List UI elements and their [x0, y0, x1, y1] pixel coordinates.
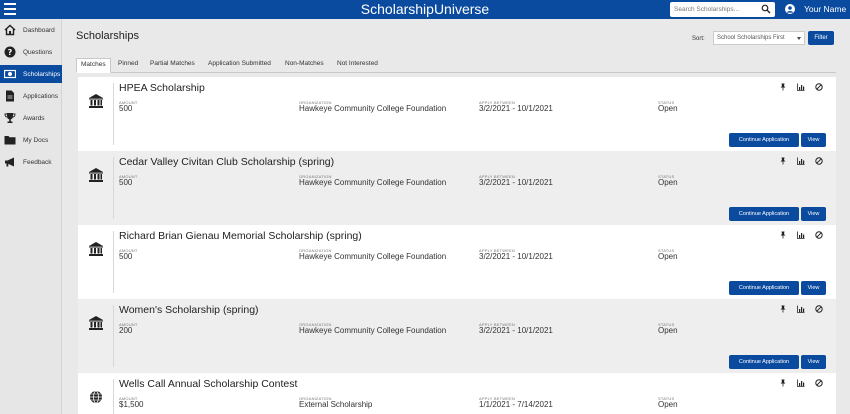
filter-button[interactable]: Filter [808, 31, 834, 45]
status-value: Open [658, 400, 678, 409]
folder-icon [4, 134, 16, 146]
pin-icon[interactable] [779, 305, 787, 313]
bank-icon [88, 93, 104, 109]
scholarship-title[interactable]: HPEA Scholarship [119, 82, 205, 94]
organization-label: ORGANIZATION [299, 322, 332, 327]
search-input[interactable] [674, 4, 756, 15]
bank-icon [88, 315, 104, 331]
home-icon [4, 24, 16, 36]
scholarship-card[interactable] [78, 373, 836, 414]
sidebar-item-questions[interactable] [0, 43, 62, 61]
apply-between-label: APPLY BETWEEN [479, 322, 516, 327]
sidebar-item-my-docs[interactable] [0, 131, 62, 149]
sidebar-item-label: Applications [23, 92, 59, 100]
scholarship-card[interactable] [78, 77, 836, 151]
tab-matches[interactable]: Matches [76, 58, 111, 73]
money-icon [4, 68, 16, 80]
apply-between-label: APPLY BETWEEN [479, 100, 516, 105]
tab-partial-matches[interactable]: Partial Matches [150, 60, 195, 67]
organization-value: Hawkeye Community College Foundation [299, 104, 447, 113]
status-value: Open [658, 326, 678, 335]
organization-value: External Scholarship [299, 400, 373, 409]
scholarship-title[interactable]: Cedar Valley Civitan Club Scholarship (spring) [119, 156, 335, 168]
status-value: Open [658, 252, 678, 261]
question-icon [4, 46, 16, 58]
amount-value: 500 [119, 252, 133, 261]
chart-icon[interactable] [797, 231, 805, 239]
top-bar [0, 0, 850, 19]
sidebar-item-dashboard[interactable] [0, 21, 62, 39]
chart-icon[interactable] [797, 305, 805, 313]
search-box [670, 2, 775, 17]
amount-value: 500 [119, 178, 133, 187]
apply-between-label: APPLY BETWEEN [479, 174, 516, 179]
apply-between-label: APPLY BETWEEN [479, 396, 516, 401]
amount-label: AMOUNT [119, 100, 138, 105]
organization-label: ORGANIZATION [299, 174, 332, 179]
sort-select-value: School Scholarships First [717, 35, 785, 41]
pin-icon[interactable] [779, 231, 787, 239]
chart-icon[interactable] [797, 379, 805, 387]
user-icon[interactable] [785, 4, 795, 14]
scholarship-card[interactable] [78, 151, 836, 225]
scholarship-title[interactable]: Wells Call Annual Scholarship Contest [119, 378, 298, 390]
amount-label: AMOUNT [119, 174, 138, 179]
sidebar-item-label: Questions [23, 48, 53, 56]
not-interested-icon[interactable] [815, 83, 823, 91]
sort-label: Sort: [692, 36, 705, 42]
scholarship-title[interactable]: Richard Brian Gienau Memorial Scholarship (spring) [119, 230, 362, 242]
continue-application-button[interactable]: Continue Application [729, 133, 799, 147]
tab-not-interested[interactable]: Not Interested [337, 60, 378, 67]
sidebar-item-scholarships[interactable] [0, 65, 62, 83]
brand-title[interactable]: ScholarshipUniverse [360, 1, 490, 17]
pin-icon[interactable] [779, 379, 787, 387]
amount-value: 200 [119, 326, 133, 335]
sidebar-item-label: Scholarships [23, 70, 61, 78]
organization-label: ORGANIZATION [299, 100, 332, 105]
view-button[interactable]: View [801, 355, 826, 369]
trophy-icon [4, 112, 16, 124]
tab-non-matches[interactable]: Non-Matches [285, 60, 324, 67]
chevron-down-icon [797, 37, 801, 40]
apply-between-value: 3/2/2021 - 10/1/2021 [479, 178, 553, 187]
page-title: Scholarships [76, 30, 139, 42]
sidebar-item-label: My Docs [23, 136, 49, 144]
status-label: STATUS [658, 322, 675, 327]
tab-application-submitted[interactable]: Application Submitted [208, 60, 271, 67]
globe-icon [88, 389, 104, 405]
document-icon [4, 90, 16, 102]
sidebar-item-label: Dashboard [23, 26, 55, 34]
amount-value: $1,500 [119, 400, 144, 409]
main-content [63, 19, 850, 414]
organization-value: Hawkeye Community College Foundation [299, 252, 447, 261]
amount-label: AMOUNT [119, 248, 138, 253]
sidebar [0, 19, 62, 414]
status-label: STATUS [658, 174, 675, 179]
amount-value: 500 [119, 104, 133, 113]
apply-between-label: APPLY BETWEEN [479, 248, 516, 253]
search-icon[interactable] [761, 4, 771, 14]
divider [113, 157, 114, 219]
apply-between-value: 3/2/2021 - 10/1/2021 [479, 104, 553, 113]
user-name[interactable]: Your Name [804, 4, 847, 14]
bank-icon [88, 241, 104, 257]
scholarship-card[interactable] [78, 299, 836, 373]
chart-icon[interactable] [797, 157, 805, 165]
apply-between-value: 3/2/2021 - 10/1/2021 [479, 252, 553, 261]
view-button[interactable]: View [801, 207, 826, 221]
sidebar-item-feedback[interactable] [0, 153, 62, 171]
amount-label: AMOUNT [119, 322, 138, 327]
not-interested-icon[interactable] [815, 157, 823, 165]
not-interested-icon[interactable] [815, 305, 823, 313]
status-value: Open [658, 104, 678, 113]
sidebar-item-label: Feedback [23, 158, 52, 166]
bank-icon [88, 167, 104, 183]
divider [113, 231, 114, 293]
view-button[interactable]: View [801, 133, 826, 147]
sort-select[interactable] [713, 31, 805, 45]
view-button[interactable]: View [801, 281, 826, 295]
pin-icon[interactable] [779, 83, 787, 91]
organization-label: ORGANIZATION [299, 396, 332, 401]
organization-value: Hawkeye Community College Foundation [299, 178, 447, 187]
organization-value: Hawkeye Community College Foundation [299, 326, 447, 335]
apply-between-value: 3/2/2021 - 10/1/2021 [479, 326, 553, 335]
sidebar-item-label: Awards [23, 114, 45, 122]
scholarship-title[interactable]: Women's Scholarship (spring) [119, 304, 259, 316]
megaphone-icon [4, 156, 16, 168]
not-interested-icon[interactable] [815, 379, 823, 387]
divider [113, 379, 114, 414]
status-label: STATUS [658, 100, 675, 105]
apply-between-value: 1/1/2021 - 7/14/2021 [479, 400, 553, 409]
scholarship-card[interactable] [78, 225, 836, 299]
not-interested-icon[interactable] [815, 231, 823, 239]
tab-bar [76, 58, 836, 73]
status-label: STATUS [658, 396, 675, 401]
tab-pinned[interactable]: Pinned [118, 60, 139, 67]
divider [113, 305, 114, 367]
chart-icon[interactable] [797, 83, 805, 91]
amount-label: AMOUNT [119, 396, 138, 401]
status-value: Open [658, 178, 678, 187]
continue-application-button[interactable]: Continue Application [729, 281, 799, 295]
organization-label: ORGANIZATION [299, 248, 332, 253]
sidebar-item-applications[interactable] [0, 87, 62, 105]
sidebar-item-awards[interactable] [0, 109, 62, 127]
svg-text:?: ? [7, 48, 13, 57]
continue-application-button[interactable]: Continue Application [729, 355, 799, 369]
divider [113, 83, 114, 145]
status-label: STATUS [658, 248, 675, 253]
pin-icon[interactable] [779, 157, 787, 165]
continue-application-button[interactable]: Continue Application [729, 207, 799, 221]
